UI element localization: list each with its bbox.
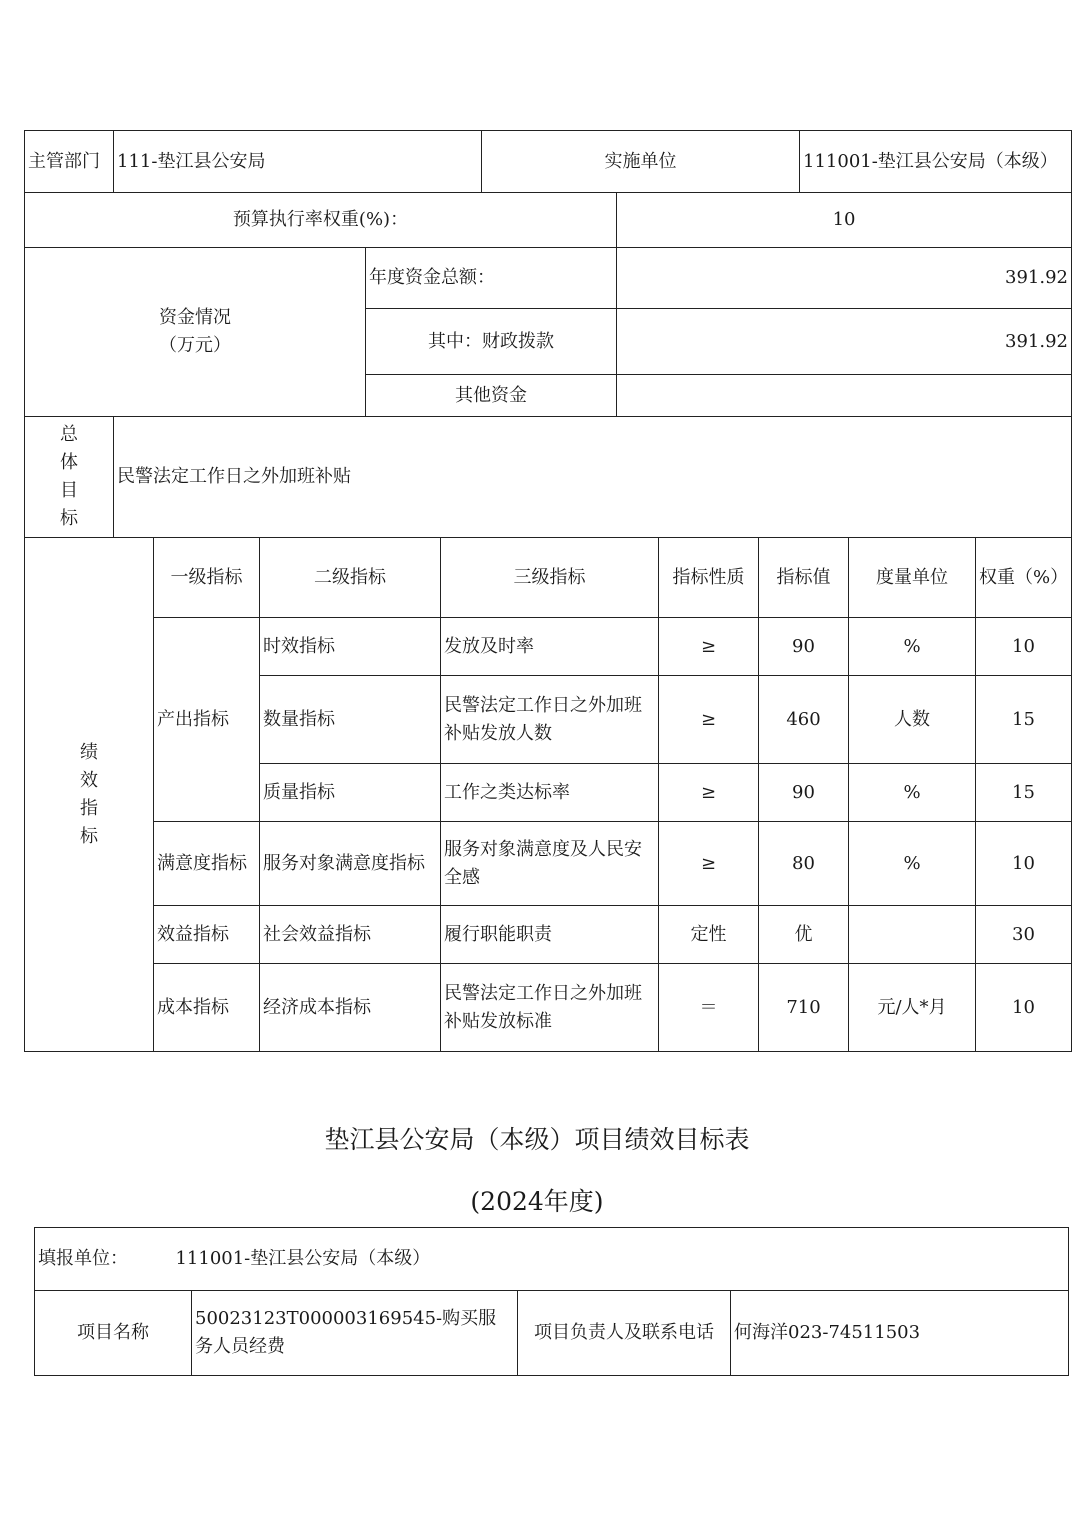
dept-value: 111-垫江县公安局 <box>114 131 482 193</box>
filler-label: 填报单位： <box>38 1248 128 1269</box>
nature-cell: ≥ <box>659 618 759 676</box>
indicator-label-char: 标 <box>80 825 98 847</box>
unit-cell: % <box>849 618 976 676</box>
goal-label-char: 标 <box>60 508 78 529</box>
level1-cell: 产出指标 <box>154 618 260 822</box>
unit-cell: 元/人*月 <box>849 964 976 1052</box>
value-cell: 80 <box>759 822 849 906</box>
project-name-value: 50023123T000003169545-购买服务人员经费 <box>192 1291 518 1376</box>
level3-cell: 民警法定工作日之外加班补贴发放标准 <box>441 964 659 1052</box>
level2-cell: 服务对象满意度指标 <box>260 822 441 906</box>
goal-value: 民警法定工作日之外加班补贴 <box>114 417 1072 538</box>
project-name-label: 项目名称 <box>35 1291 192 1376</box>
col-header-value: 指标值 <box>759 538 849 618</box>
header-table <box>24 130 1072 538</box>
unit-cell: % <box>849 764 976 822</box>
unit-cell: 人数 <box>849 676 976 764</box>
value-cell: 优 <box>759 906 849 964</box>
weight-cell: 10 <box>976 822 1072 906</box>
unit-cell: % <box>849 822 976 906</box>
weight-cell: 15 <box>976 764 1072 822</box>
nature-cell: 定性 <box>659 906 759 964</box>
col-header-nature: 指标性质 <box>659 538 759 618</box>
funds-label-line2: （万元） <box>159 335 231 356</box>
col-header-level2: 二级指标 <box>260 538 441 618</box>
weight-cell: 15 <box>976 676 1072 764</box>
indicator-label-char: 效 <box>80 769 98 791</box>
exec-rate-label: 预算执行率权重(%)： <box>25 193 617 248</box>
impl-value: 111001-垫江县公安局（本级） <box>800 131 1072 193</box>
dept-label: 主管部门 <box>25 131 114 193</box>
level3-cell: 工作之类达标率 <box>441 764 659 822</box>
level1-cell: 效益指标 <box>154 906 260 964</box>
funds-label <box>25 248 366 417</box>
weight-cell: 10 <box>976 964 1072 1052</box>
weight-cell: 10 <box>976 618 1072 676</box>
col-header-level3: 三级指标 <box>441 538 659 618</box>
unit-cell <box>849 906 976 964</box>
other-funds-value <box>617 375 1072 417</box>
document-title: 垫江县公安局（本级）项目绩效目标表 <box>324 1125 750 1154</box>
annual-total-value: 391.92 <box>617 248 1072 309</box>
col-header-weight: 权重（%） <box>976 538 1072 618</box>
nature-cell: ≥ <box>659 822 759 906</box>
goal-label-char: 目 <box>60 480 78 501</box>
level3-cell: 服务对象满意度及人民安全感 <box>441 822 659 906</box>
filler-value: 111001-垫江县公安局（本级） <box>175 1248 431 1269</box>
level2-cell: 数量指标 <box>260 676 441 764</box>
value-cell: 90 <box>759 618 849 676</box>
indicator-label-char: 绩 <box>80 741 98 763</box>
nature-cell: ≥ <box>659 676 759 764</box>
value-cell: 460 <box>759 676 849 764</box>
indicator-label-char: 指 <box>80 797 98 819</box>
funds-label-line1: 资金情况 <box>159 307 231 328</box>
goal-label-char: 体 <box>60 452 78 473</box>
fiscal-label: 其中：财政拨款 <box>366 309 617 375</box>
goal-label <box>25 417 114 538</box>
fiscal-value: 391.92 <box>617 309 1072 375</box>
other-funds-label: 其他资金 <box>366 375 617 417</box>
level2-cell: 经济成本指标 <box>260 964 441 1052</box>
value-cell: 90 <box>759 764 849 822</box>
value-cell: 710 <box>759 964 849 1052</box>
goal-label-char: 总 <box>60 424 78 445</box>
contact-label: 项目负责人及联系电话 <box>518 1291 731 1376</box>
document-year: (2024年度) <box>470 1187 604 1216</box>
exec-rate-value: 10 <box>617 193 1072 248</box>
contact-value: 何海洋023-74511503 <box>731 1291 1069 1376</box>
level2-cell: 时效指标 <box>260 618 441 676</box>
level1-cell: 成本指标 <box>154 964 260 1052</box>
level3-cell: 民警法定工作日之外加班补贴发放人数 <box>441 676 659 764</box>
level2-cell: 质量指标 <box>260 764 441 822</box>
col-header-unit: 度量单位 <box>849 538 976 618</box>
indicator-table <box>24 537 1072 1052</box>
impl-label: 实施单位 <box>482 131 800 193</box>
indicator-section-label <box>25 538 154 1052</box>
level3-cell: 发放及时率 <box>441 618 659 676</box>
level2-cell: 社会效益指标 <box>260 906 441 964</box>
weight-cell: 30 <box>976 906 1072 964</box>
project-table <box>34 1227 1069 1376</box>
nature-cell: ＝ <box>659 964 759 1052</box>
col-header-level1: 一级指标 <box>154 538 260 618</box>
filler-row <box>35 1228 1069 1291</box>
nature-cell: ≥ <box>659 764 759 822</box>
annual-total-label: 年度资金总额： <box>366 248 617 309</box>
level3-cell: 履行职能职责 <box>441 906 659 964</box>
level1-cell: 满意度指标 <box>154 822 260 906</box>
